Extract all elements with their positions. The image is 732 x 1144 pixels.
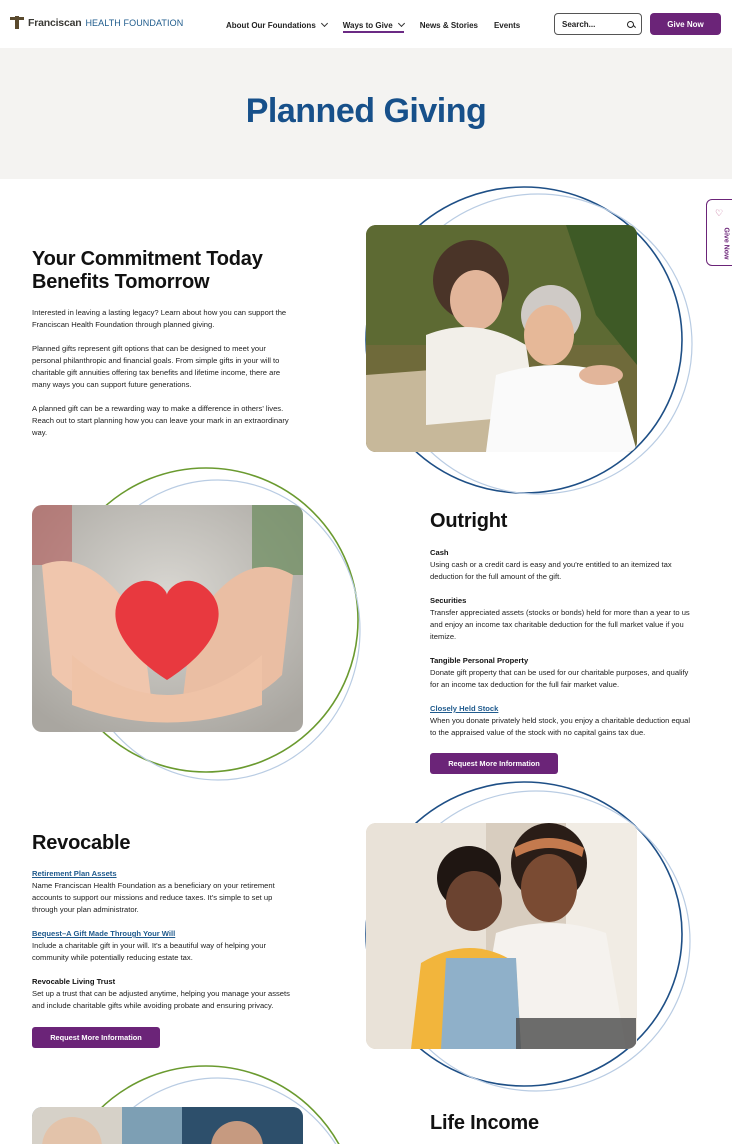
nav-label: News & Stories — [419, 20, 478, 30]
nav-label: Events — [493, 20, 521, 30]
heart-in-hands-photo — [32, 505, 303, 732]
outright-item-cash — [430, 547, 710, 583]
life-income-heading: Life Income — [430, 1112, 539, 1134]
item-line: deduction for the full amount of the gift. — [430, 572, 562, 581]
search-placeholder: Search... — [562, 19, 596, 29]
item-line: to the appraised value of the stock with no capital gains tax due. — [430, 728, 646, 737]
item-line: community while potentially reducing estate tax. — [32, 953, 193, 962]
outright-heading: Outright — [430, 510, 508, 532]
mother-child-photo — [366, 823, 637, 1049]
paragraph-line: Planned gifts represent gift options that can be designed to meet your — [32, 344, 266, 353]
item-line: and enjoy an income tax charitable deduction for the full market value if you — [430, 620, 684, 629]
life-income-photo — [32, 1107, 303, 1144]
commitment-paragraph-2 — [32, 343, 332, 391]
heart-icon: ♡ — [715, 208, 724, 218]
paragraph-line: many ways you can support future generations. — [32, 380, 192, 389]
commitment-paragraph-3 — [32, 403, 332, 439]
commitment-heading-line-2: Benefits Tomorrow — [32, 271, 210, 293]
revocable-heading: Revocable — [32, 832, 131, 854]
nav-news-stories[interactable] — [420, 18, 478, 32]
site-header — [0, 0, 732, 48]
revocable-list — [32, 868, 322, 1012]
item-line: Using cash or a credit card is easy and you're entitled to an itemized tax — [430, 560, 672, 569]
chevron-down-icon — [398, 20, 405, 27]
nav-events[interactable] — [494, 18, 520, 32]
logo-subtitle: HEALTH FOUNDATION — [85, 17, 184, 28]
paragraph-line: Franciscan Health Foundation through planned giving. — [32, 320, 215, 329]
item-heading: Tangible Personal Property — [430, 656, 529, 665]
give-now-side-tab[interactable] — [706, 199, 732, 266]
revocable-item-bequest — [32, 928, 322, 964]
main-nav — [226, 18, 536, 32]
revocable-item-living-trust — [32, 976, 322, 1012]
item-line: itemize. — [430, 632, 457, 641]
commitment-heading — [32, 248, 332, 294]
page-title: Planned Giving — [245, 92, 487, 130]
item-heading: Revocable Living Trust — [32, 977, 116, 986]
site-logo[interactable] — [10, 16, 183, 29]
outright-item-securities — [430, 595, 710, 643]
give-now-button[interactable]: Give Now — [650, 13, 721, 35]
nav-about-our-foundations[interactable] — [226, 18, 327, 32]
item-line: Name Franciscan Health Foundation as a beneficiary on your retirement — [32, 881, 275, 890]
outright-item-tangible-property — [430, 655, 710, 691]
commitment-body — [32, 307, 332, 439]
cross-logo-icon — [10, 16, 24, 29]
bequest-link[interactable]: Bequest–A Gift Made Through Your Will — [32, 929, 176, 938]
item-heading: Securities — [430, 596, 467, 605]
chevron-down-icon — [321, 20, 328, 27]
outright-list — [430, 547, 710, 739]
item-line: Include a charitable gift in your will. It's a beautiful way of helping your — [32, 941, 267, 950]
item-line: for an income tax deduction for the full fair market value. — [430, 680, 620, 689]
logo-name: Franciscan — [28, 16, 82, 29]
side-tab-label: Give Now — [722, 227, 730, 260]
paragraph-line: personal philanthropic and financial goals. From simple gifts in your will to — [32, 356, 280, 365]
item-line: accounts to support our missions and reduce taxes. It's simple to set up — [32, 893, 273, 902]
item-line: When you donate privately held stock, you enjoy a charitable deduction equal — [430, 716, 691, 725]
retirement-plan-assets-link[interactable]: Retirement Plan Assets — [32, 869, 117, 878]
item-heading: Cash — [430, 548, 449, 557]
commitment-paragraph-1 — [32, 307, 332, 331]
revocable-request-info-button[interactable]: Request More Information — [32, 1027, 160, 1048]
closely-held-stock-link[interactable]: Closely Held Stock — [430, 704, 499, 713]
outright-item-closely-held-stock — [430, 703, 710, 739]
item-line: Set up a trust that can be adjusted anytime, helping you manage your assets — [32, 989, 290, 998]
outright-request-info-button[interactable]: Request More Information — [430, 753, 558, 774]
paragraph-line: Interested in leaving a lasting legacy? Learn about how you can support the — [32, 308, 287, 317]
paragraph-line: A planned gift can be a rewarding way to make a difference in others' lives. — [32, 404, 284, 413]
hero-banner — [0, 48, 732, 179]
search-input[interactable] — [554, 13, 642, 35]
commitment-heading-line-1: Your Commitment Today — [32, 248, 263, 270]
item-line: through your plan administrator. — [32, 905, 139, 914]
item-line: Transfer appreciated assets (stocks or bonds) held for more than a year to us — [430, 608, 690, 617]
search-icon[interactable] — [627, 21, 634, 28]
paragraph-line: way. — [32, 428, 48, 437]
nav-label: Ways to Give — [342, 20, 393, 30]
paragraph-line: Reach out to start planning how you can leave your mark in an extraordinary — [32, 416, 289, 425]
nav-label: About Our Foundations — [226, 20, 316, 30]
revocable-item-retirement — [32, 868, 322, 916]
paragraph-line: charitable gift annuities offering tax benefits and lifetime income, there are — [32, 368, 281, 377]
item-line: Donate gift property that can be used for our charitable purposes, and qualify — [430, 668, 689, 677]
senior-couple-photo — [366, 225, 637, 452]
nav-ways-to-give[interactable] — [343, 18, 404, 32]
item-line: and include charitable gifts while avoiding probate and ensuring privacy. — [32, 1001, 274, 1010]
